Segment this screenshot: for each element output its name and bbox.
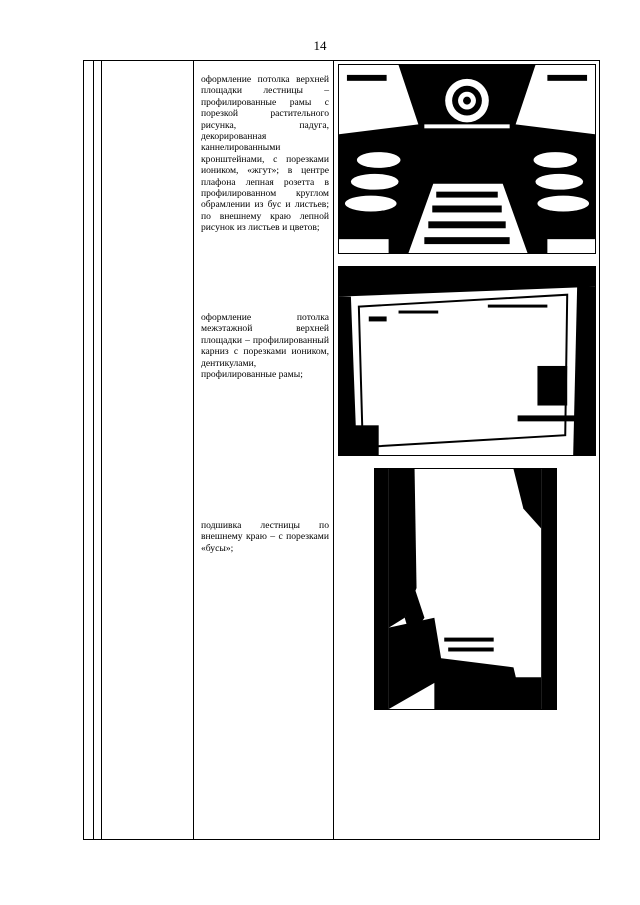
photo-ceiling-rosette-graphic — [339, 65, 595, 253]
photo-ceiling-rosette — [338, 64, 596, 254]
column-divider-2 — [101, 61, 102, 839]
photo-ceiling-landing — [338, 266, 596, 456]
column-divider-1 — [93, 61, 94, 839]
column-divider-3 — [193, 61, 194, 839]
photo-stair-soffit — [374, 468, 557, 710]
photo-ceiling-landing-graphic — [339, 267, 595, 455]
column-divider-4 — [333, 61, 334, 839]
page-number: 14 — [313, 38, 327, 53]
description-ceiling-upper-landing: оформление потолка верхней площадки лестницы – профилированные рамы с порезкой растительного рисунка, падуга, декорированная каннелированными кронштейнами, с порезками иоником, «жгут»; в центре плафона лепная розетта в профилированном круглом обрамлении из бус и листьев; по внешнему краю лепной рисунок из листьев и цветов; — [201, 74, 329, 234]
description-ceiling-interfloor-landing: оформление потолка межэтажной верхней площадки – профилированный карниз с порезками иоником, дентикулами, профилированные рамы; — [201, 312, 329, 381]
photo-stair-soffit-graphic — [375, 469, 556, 709]
description-stair-soffit: подшивка лестницы по внешнему краю – с порезками «бусы»; — [201, 520, 329, 554]
